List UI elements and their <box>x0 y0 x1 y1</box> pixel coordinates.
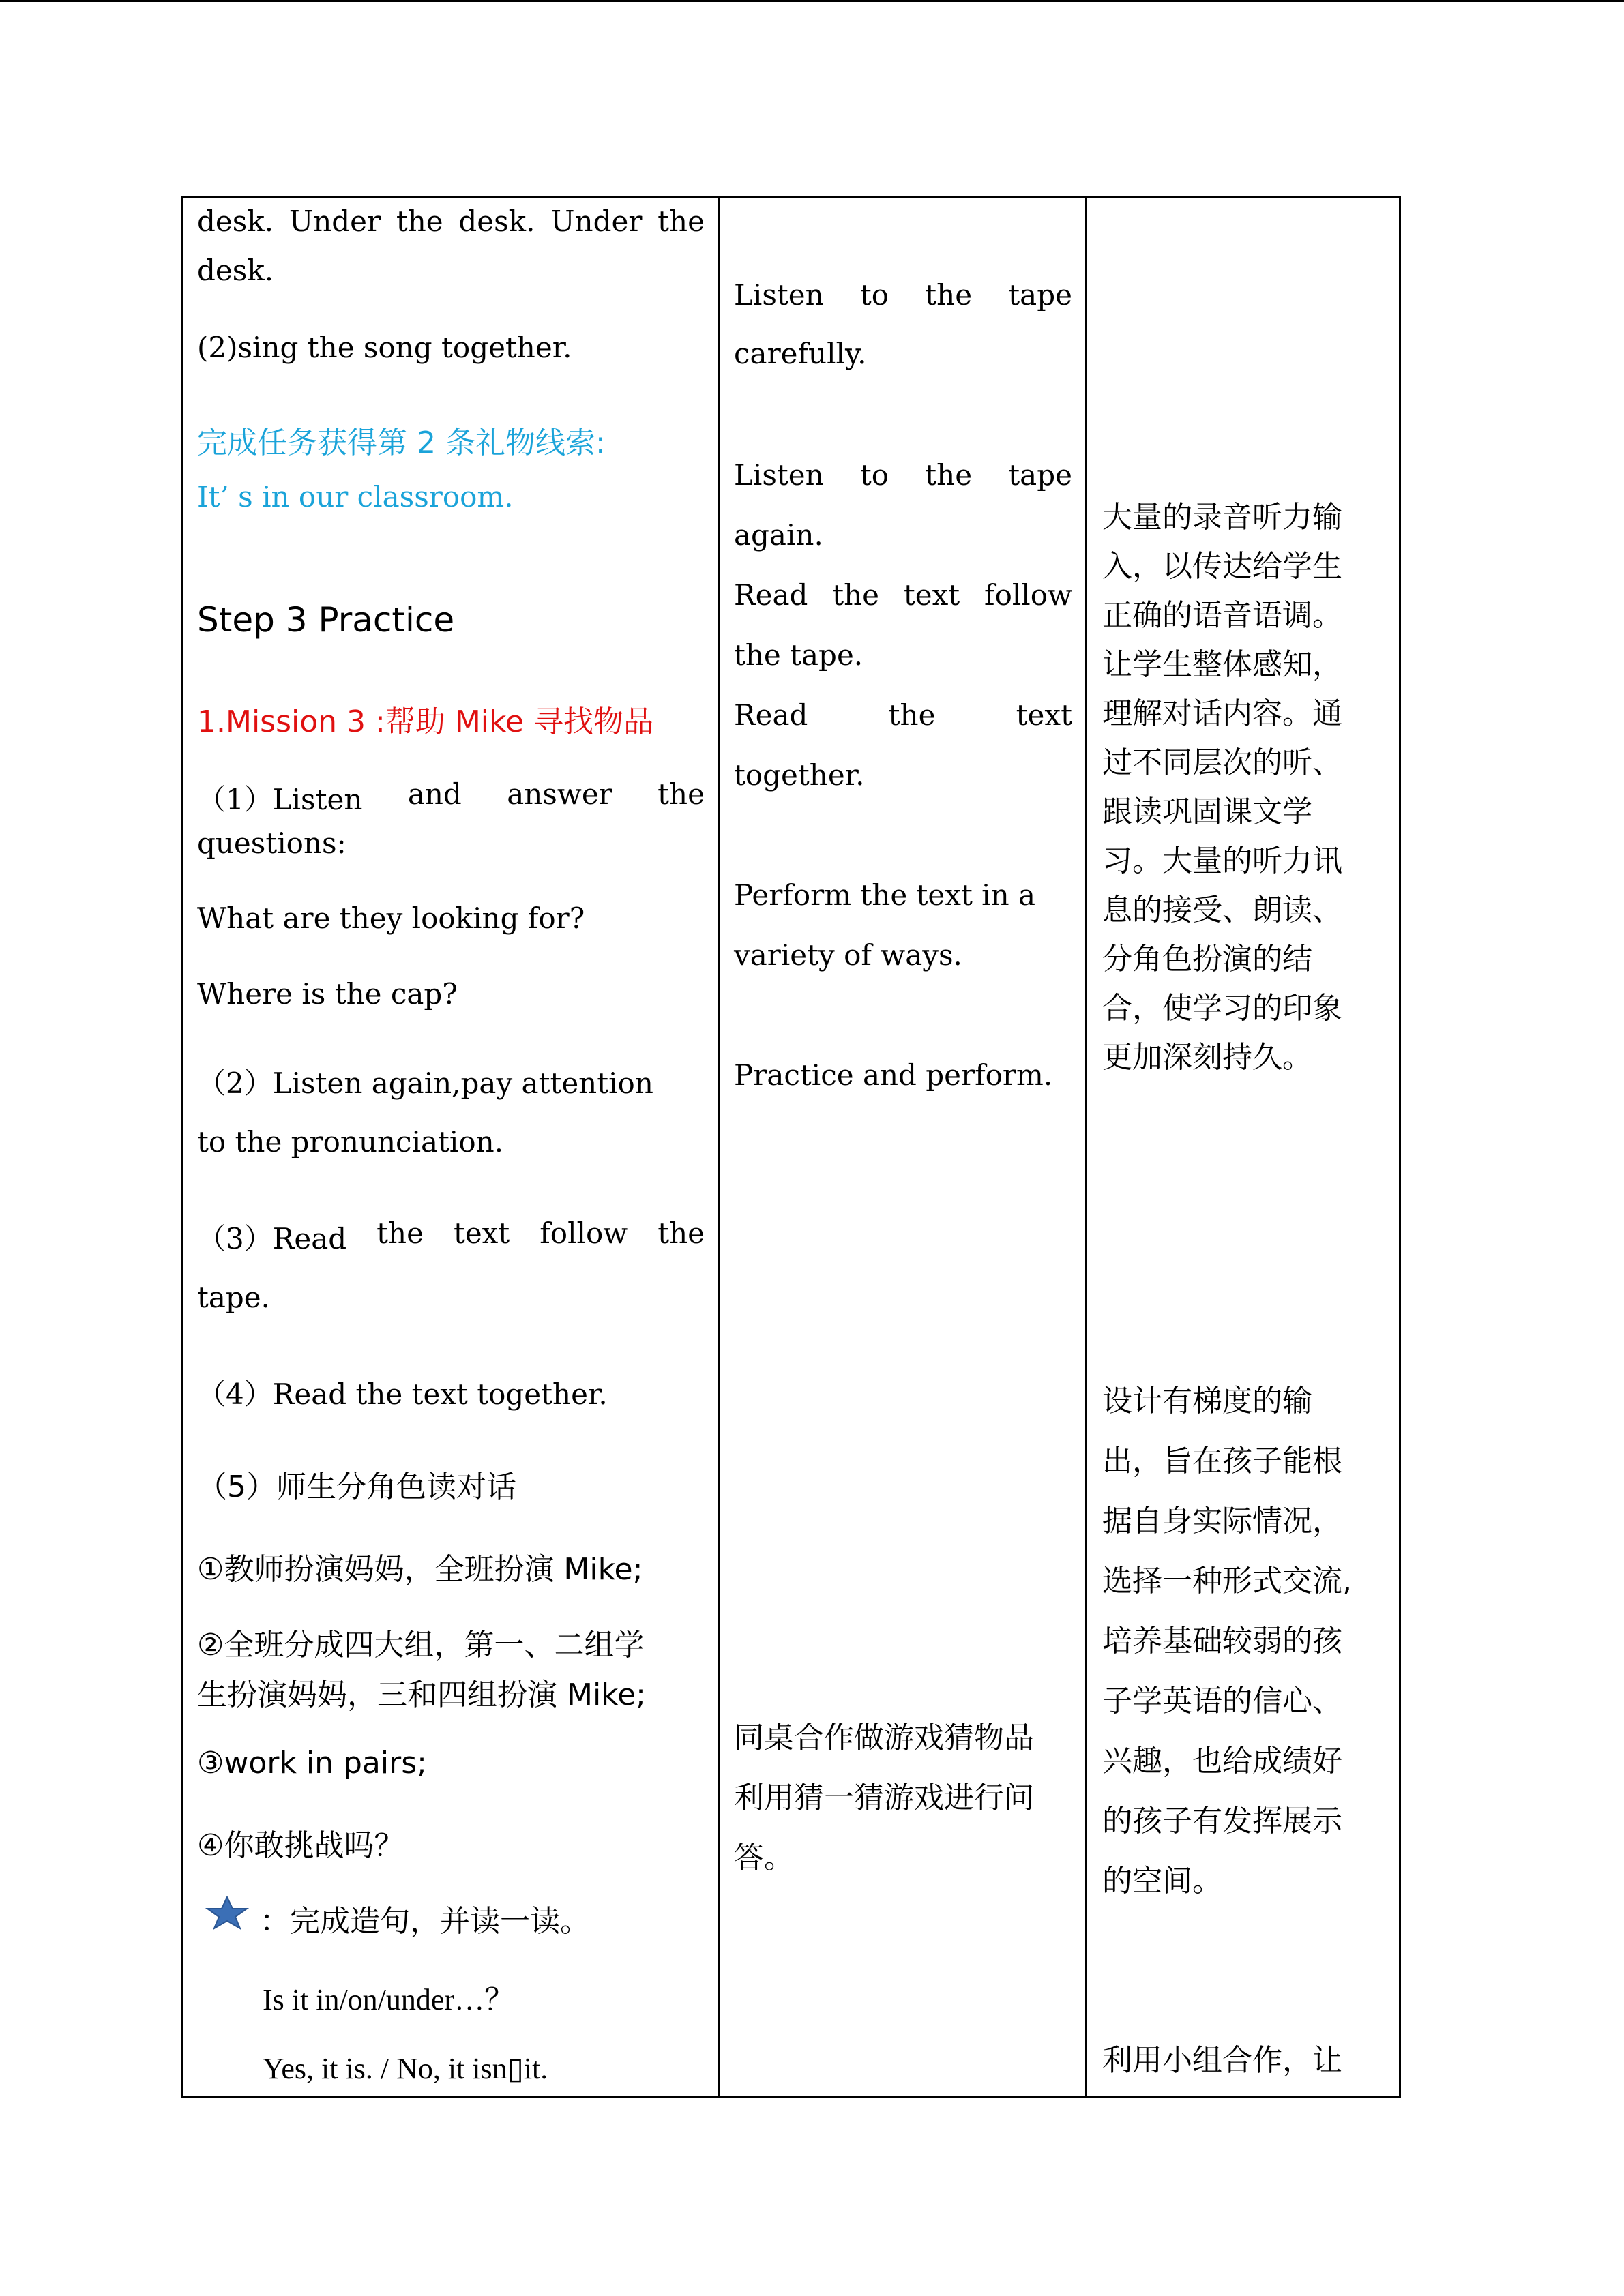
word: the <box>888 698 936 732</box>
sentence-pattern-answer: Yes, it is. / No, it isn▯it. <box>263 2052 548 2085</box>
sing-song-step: (2)sing the song together. <box>197 331 572 364</box>
tape-line: tape. <box>197 1281 271 1314</box>
top-border-line <box>0 0 1624 2</box>
word: the <box>832 578 880 612</box>
intent-line: 正确的语音语调。 <box>1102 598 1342 633</box>
column-divider-1 <box>718 196 720 2098</box>
word: the <box>925 278 973 312</box>
activity-line-7 <box>734 698 1072 732</box>
activity-line-5 <box>734 578 1072 612</box>
word: Listen <box>734 458 824 492</box>
intent-line: 理解对话内容。通 <box>1102 696 1342 731</box>
activity-line-9: Perform the text in a <box>734 878 1036 912</box>
word: Listen <box>734 278 824 312</box>
sentence-pattern-question: Is it in/on/under…？ <box>263 1983 515 2016</box>
listen-answer-line <box>197 777 705 818</box>
intent-line: 分角色扮演的结 <box>1102 942 1312 976</box>
word: Under <box>550 205 643 238</box>
intent-line: 息的接受、朗读、 <box>1102 893 1342 927</box>
word: the <box>396 205 443 238</box>
activity-line-1 <box>734 278 1072 312</box>
word: answer <box>507 777 612 811</box>
role-item-4: ④你敢挑战吗？ <box>197 1828 404 1863</box>
activity-line-3 <box>734 458 1072 492</box>
intent-line: 过不同层次的听、 <box>1102 745 1342 780</box>
word: to <box>859 278 889 312</box>
intent-line: 入，以传达给学生 <box>1102 549 1342 584</box>
word: text <box>453 1217 510 1250</box>
question-1: What are they looking for? <box>197 901 585 935</box>
word: （3）Read <box>197 1222 347 1255</box>
word: the <box>658 205 705 238</box>
intent-line: 跟读巩固课文学 <box>1102 794 1312 829</box>
pronunciation-line: to the pronunciation. <box>197 1125 504 1159</box>
word: and <box>407 777 462 811</box>
word: follow <box>540 1217 628 1250</box>
intent-line: 让学生整体感知， <box>1102 647 1342 682</box>
word: the <box>377 1217 424 1250</box>
role-item-2: ②全班分成四大组，第一、二组学 <box>197 1628 645 1663</box>
role-item-2-cont: 生扮演妈妈，三和四组扮演 Mike; <box>197 1678 646 1712</box>
listen-again-line: （2）Listen again,pay attention <box>197 1067 653 1100</box>
activity-line-2: carefully. <box>734 337 867 370</box>
intent-line: 据自身实际情况， <box>1102 1504 1342 1538</box>
activity-line-10: variety of ways. <box>734 938 962 972</box>
activity-line-6: the tape. <box>734 638 863 672</box>
clue-text: It’ s in our classroom. <box>197 480 514 513</box>
word: to <box>859 458 889 492</box>
intent-line: 大量的录音听力输 <box>1102 500 1342 535</box>
column-divider-2 <box>1085 196 1087 2098</box>
question-2: Where is the cap? <box>197 977 458 1011</box>
word: Under <box>289 205 381 238</box>
role-item-3: ③work in pairs; <box>197 1746 427 1780</box>
word: （1）Listen <box>197 783 363 816</box>
clue-title: 完成任务获得第 2 条礼物线索: <box>197 426 606 460</box>
questions-label: questions: <box>197 826 346 860</box>
word: text <box>1016 698 1072 732</box>
intent-line: 兴趣，也给成绩好 <box>1102 1744 1342 1778</box>
activity-line-13: 利用猜一猜游戏进行问 <box>734 1780 1034 1815</box>
procedure-line-1 <box>197 205 705 238</box>
read-follow-line <box>197 1217 705 1257</box>
activity-line-4: again. <box>734 518 823 552</box>
intent-line: 培养基础较弱的孩 <box>1102 1624 1342 1658</box>
role-read-line: （5）师生分角色读对话 <box>197 1470 516 1504</box>
activity-line-12: 同桌合作做游戏猜物品 <box>734 1720 1034 1755</box>
activity-line-14: 答。 <box>734 1840 794 1875</box>
intent-line: 更加深刻持久。 <box>1102 1040 1312 1075</box>
intent-line: 利用小组合作，让 <box>1102 2043 1342 2078</box>
intent-line: 选择一种形式交流, <box>1102 1564 1352 1598</box>
intent-line: 出，旨在孩子能根 <box>1102 1444 1342 1478</box>
word: desk. <box>197 205 274 238</box>
intent-line: 的空间。 <box>1102 1864 1222 1898</box>
intent-line: 的孩子有发挥展示 <box>1102 1804 1342 1838</box>
word: tape <box>1008 458 1072 492</box>
procedure-line-2: desk. <box>197 254 274 287</box>
word: the <box>658 1217 705 1250</box>
intent-line: 习。大量的听力讯 <box>1102 844 1342 878</box>
activity-line-11: Practice and perform. <box>734 1058 1053 1092</box>
star-icon <box>205 1896 250 1930</box>
word: the <box>658 777 705 811</box>
step-heading: Step 3 Practice <box>197 600 455 640</box>
word: tape <box>1008 278 1072 312</box>
word: the <box>925 458 973 492</box>
intent-line: 子学英语的信心、 <box>1102 1684 1342 1718</box>
star-task-text: ：完成造句，并读一读。 <box>260 1904 590 1939</box>
intent-line: 合，使学习的印象 <box>1102 991 1342 1026</box>
read-together-line: （4）Read the text together. <box>197 1377 608 1411</box>
activity-line-8: together. <box>734 758 865 792</box>
word: Read <box>734 698 808 732</box>
mission-title: 1.Mission 3 :帮助 Mike 寻找物品 <box>197 704 653 739</box>
word: follow <box>984 578 1072 612</box>
word: text <box>903 578 960 612</box>
word: desk. <box>458 205 535 238</box>
intent-line: 设计有梯度的输 <box>1102 1384 1312 1418</box>
role-item-1: ①教师扮演妈妈，全班扮演 Mike; <box>197 1552 643 1587</box>
word: Read <box>734 578 808 612</box>
